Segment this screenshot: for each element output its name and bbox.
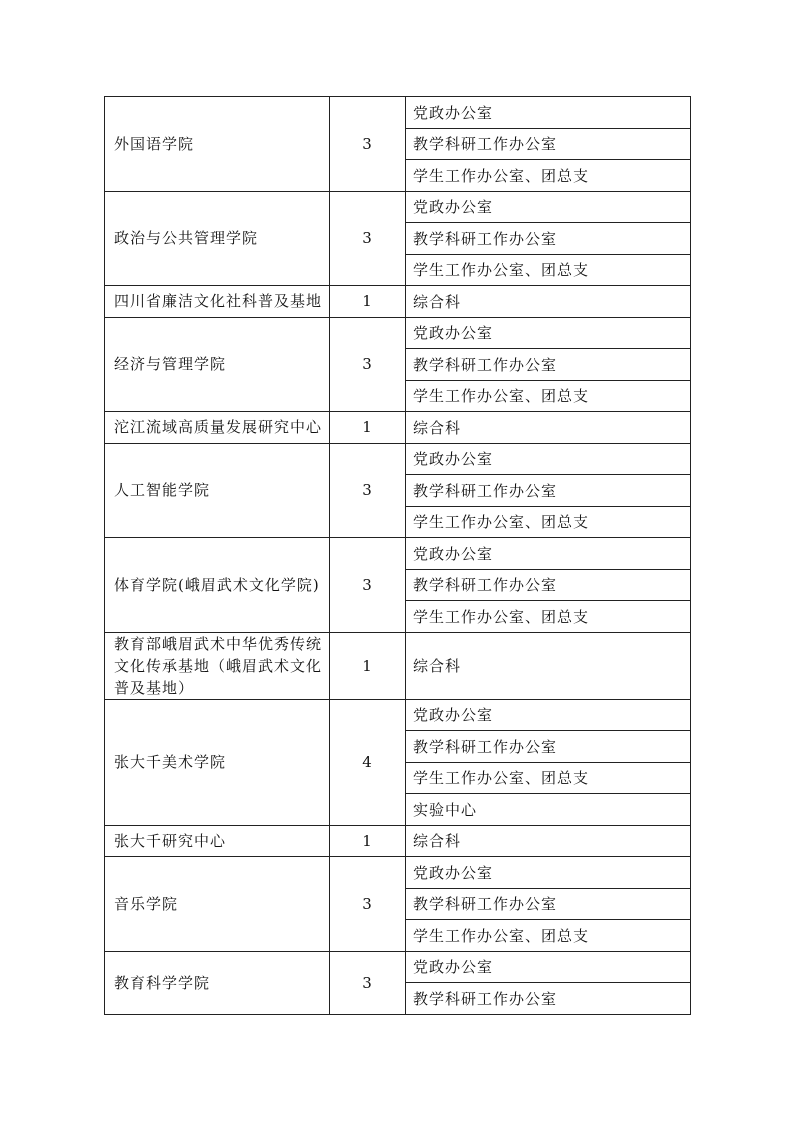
office-name-cell: 综合科 xyxy=(406,632,691,699)
office-name-cell: 教学科研工作办公室 xyxy=(406,349,691,381)
unit-name-cell: 外国语学院 xyxy=(105,97,330,192)
office-count-cell: 1 xyxy=(330,412,406,444)
office-name-cell: 教学科研工作办公室 xyxy=(406,888,691,920)
office-count-cell: 3 xyxy=(330,538,406,633)
table-row xyxy=(105,443,691,475)
unit-name-cell: 音乐学院 xyxy=(105,857,330,952)
office-count-cell: 1 xyxy=(330,632,406,699)
table-row xyxy=(105,538,691,570)
table-row xyxy=(105,951,691,983)
office-name-cell: 党政办公室 xyxy=(406,538,691,570)
table-row xyxy=(105,286,691,318)
office-name-cell: 党政办公室 xyxy=(406,317,691,349)
table-row xyxy=(105,699,691,731)
unit-name-cell: 体育学院(峨眉武术文化学院) xyxy=(105,538,330,633)
table-row xyxy=(105,317,691,349)
office-count-cell: 3 xyxy=(330,191,406,286)
unit-name-cell: 张大千美术学院 xyxy=(105,699,330,825)
unit-name-cell: 四川省廉洁文化社科普及基地 xyxy=(105,286,330,318)
office-name-cell: 党政办公室 xyxy=(406,97,691,129)
office-name-cell: 学生工作办公室、团总支 xyxy=(406,160,691,192)
office-name-cell: 综合科 xyxy=(406,286,691,318)
office-name-cell: 学生工作办公室、团总支 xyxy=(406,601,691,633)
office-name-cell: 党政办公室 xyxy=(406,951,691,983)
office-name-cell: 党政办公室 xyxy=(406,191,691,223)
office-name-cell: 教学科研工作办公室 xyxy=(406,128,691,160)
office-name-cell: 综合科 xyxy=(406,412,691,444)
unit-name-cell: 教育部峨眉武术中华优秀传统文化传承基地（峨眉武术文化普及基地） xyxy=(105,632,330,699)
office-name-cell: 综合科 xyxy=(406,825,691,857)
office-name-cell: 学生工作办公室、团总支 xyxy=(406,920,691,952)
office-name-cell: 学生工作办公室、团总支 xyxy=(406,506,691,538)
department-table xyxy=(104,96,691,1015)
table-row xyxy=(105,412,691,444)
table-row xyxy=(105,632,691,699)
office-count-cell: 3 xyxy=(330,951,406,1014)
office-count-cell: 3 xyxy=(330,317,406,412)
office-count-cell: 4 xyxy=(330,699,406,825)
unit-name-cell: 政治与公共管理学院 xyxy=(105,191,330,286)
office-name-cell: 党政办公室 xyxy=(406,443,691,475)
office-count-cell: 3 xyxy=(330,443,406,538)
office-count-cell: 3 xyxy=(330,97,406,192)
table-row xyxy=(105,825,691,857)
office-count-cell: 1 xyxy=(330,825,406,857)
office-name-cell: 党政办公室 xyxy=(406,699,691,731)
office-name-cell: 党政办公室 xyxy=(406,857,691,889)
office-name-cell: 教学科研工作办公室 xyxy=(406,569,691,601)
table-row xyxy=(105,191,691,223)
unit-name-cell: 沱江流域高质量发展研究中心 xyxy=(105,412,330,444)
table-row xyxy=(105,97,691,129)
unit-name-cell: 教育科学学院 xyxy=(105,951,330,1014)
office-name-cell: 教学科研工作办公室 xyxy=(406,983,691,1015)
office-name-cell: 实验中心 xyxy=(406,794,691,826)
office-name-cell: 学生工作办公室、团总支 xyxy=(406,254,691,286)
office-count-cell: 3 xyxy=(330,857,406,952)
table-body xyxy=(105,97,691,1015)
office-name-cell: 学生工作办公室、团总支 xyxy=(406,762,691,794)
office-count-cell: 1 xyxy=(330,286,406,318)
office-name-cell: 教学科研工作办公室 xyxy=(406,223,691,255)
office-name-cell: 教学科研工作办公室 xyxy=(406,475,691,507)
unit-name-cell: 人工智能学院 xyxy=(105,443,330,538)
unit-name-cell: 张大千研究中心 xyxy=(105,825,330,857)
office-name-cell: 教学科研工作办公室 xyxy=(406,731,691,763)
office-name-cell: 学生工作办公室、团总支 xyxy=(406,380,691,412)
table-row xyxy=(105,857,691,889)
unit-name-cell: 经济与管理学院 xyxy=(105,317,330,412)
